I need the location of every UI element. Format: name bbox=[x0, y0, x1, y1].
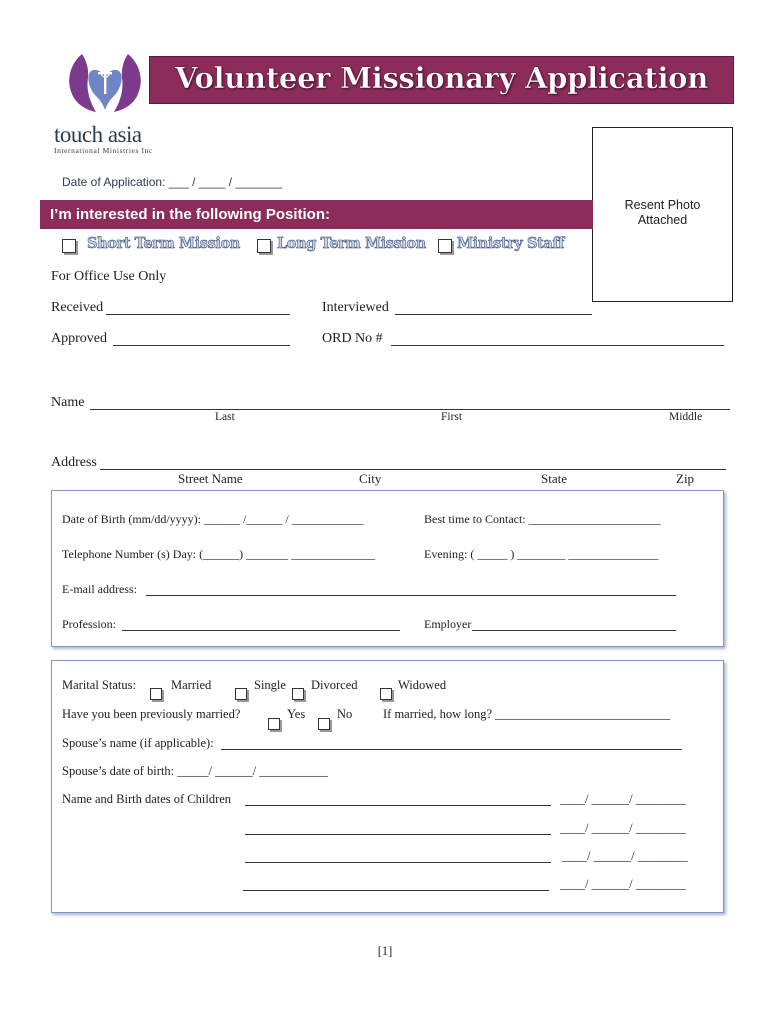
employer-label: Employer bbox=[424, 617, 472, 631]
page-number: [1] bbox=[377, 944, 393, 958]
child-date-field-2[interactable]: ____/ ______/ ________ bbox=[560, 821, 686, 835]
photo-box[interactable] bbox=[592, 127, 733, 302]
spouse-name-field[interactable] bbox=[221, 749, 682, 750]
spouse-name-label: Spouse’s name (if applicable): bbox=[62, 736, 214, 750]
married-label: Married bbox=[171, 678, 212, 692]
short-term-mission-checkbox[interactable] bbox=[62, 239, 76, 253]
telephone-field[interactable]: Telephone Number (s) Day: (______) _______ ______________ bbox=[62, 547, 376, 561]
child-date-field-3[interactable]: ____/ ______/ ________ bbox=[562, 849, 688, 863]
profession-field[interactable] bbox=[122, 630, 400, 631]
logo-name: touch asia bbox=[54, 122, 142, 147]
office-use-heading: For Office Use Only bbox=[51, 269, 167, 284]
logo-subtitle: International Ministries Inc bbox=[54, 146, 153, 155]
email-label: E-mail address: bbox=[62, 582, 137, 596]
position-heading-bar bbox=[40, 200, 593, 229]
child-date-field-4[interactable]: ____/ ______/ ________ bbox=[560, 877, 686, 891]
long-term-mission-checkbox[interactable] bbox=[257, 239, 271, 253]
address-street-caption: Street Name bbox=[178, 471, 243, 486]
name-field[interactable] bbox=[90, 409, 730, 410]
ord-no-field[interactable] bbox=[391, 345, 724, 346]
widowed-checkbox[interactable] bbox=[380, 688, 392, 700]
ministry-staff-checkbox[interactable] bbox=[438, 239, 452, 253]
profession-label: Profession: bbox=[62, 617, 116, 631]
name-label: Name bbox=[51, 395, 85, 410]
child-date-field-1[interactable]: ____/ ______/ ________ bbox=[560, 792, 686, 806]
no-label: No bbox=[337, 707, 353, 721]
spouse-dob-field[interactable]: Spouse’s date of birth: _____/ ______/ ___________ bbox=[62, 764, 328, 778]
photo-caption-line-2: Attached bbox=[637, 213, 688, 227]
child-name-field-1[interactable] bbox=[245, 805, 551, 806]
page-title: Volunteer Missionary Application bbox=[174, 61, 709, 95]
date-of-birth-field[interactable]: Date of Birth (mm/dd/yyyy): ______ /______ / ____________ bbox=[62, 512, 364, 526]
email-field[interactable] bbox=[146, 595, 676, 596]
married-checkbox[interactable] bbox=[150, 688, 162, 700]
children-label: Name and Birth dates of Children bbox=[62, 792, 232, 806]
address-state-caption: State bbox=[541, 471, 567, 486]
logo bbox=[60, 50, 150, 128]
previously-married-no-checkbox[interactable] bbox=[318, 718, 330, 730]
single-checkbox[interactable] bbox=[235, 688, 247, 700]
yes-label: Yes bbox=[287, 707, 306, 721]
ministry-staff-label: Ministry Staff bbox=[457, 235, 565, 252]
name-first-caption: First bbox=[441, 411, 463, 423]
approved-field[interactable] bbox=[113, 345, 290, 346]
divorced-label: Divorced bbox=[311, 678, 358, 692]
child-name-field-2[interactable] bbox=[245, 834, 551, 835]
photo-caption-line-1: Resent Photo bbox=[624, 198, 701, 212]
interviewed-label: Interviewed bbox=[322, 300, 389, 315]
address-label: Address bbox=[51, 455, 97, 470]
title-banner bbox=[149, 56, 734, 104]
date-of-application-blank[interactable]: ___ / ____ / _______ bbox=[168, 175, 283, 189]
married-how-long-field[interactable]: If married, how long? ____________________________ bbox=[383, 707, 671, 721]
logo-hands-icon bbox=[60, 50, 150, 128]
previously-married-yes-checkbox[interactable] bbox=[268, 718, 280, 730]
long-term-mission-label: Long Term Mission bbox=[277, 235, 426, 252]
best-time-field[interactable]: Best time to Contact: ______________________ bbox=[424, 512, 661, 526]
received-field[interactable] bbox=[106, 314, 290, 315]
name-middle-caption: Middle bbox=[669, 411, 703, 423]
short-term-mission-label: Short Term Mission bbox=[87, 235, 240, 252]
previously-married-label: Have you been previously married? bbox=[62, 707, 241, 721]
divorced-checkbox[interactable] bbox=[292, 688, 304, 700]
approved-label: Approved bbox=[51, 331, 107, 346]
date-of-application-label: Date of Application: bbox=[62, 175, 166, 189]
child-name-field-3[interactable] bbox=[245, 862, 551, 863]
child-name-field-4[interactable] bbox=[243, 890, 549, 891]
address-field[interactable] bbox=[100, 469, 726, 470]
position-heading: I’m interested in the following Position: bbox=[50, 206, 331, 223]
ord-no-label: ORD No # bbox=[322, 331, 383, 346]
widowed-label: Widowed bbox=[398, 678, 447, 692]
received-label: Received bbox=[51, 300, 104, 315]
marital-status-label: Marital Status: bbox=[62, 678, 136, 692]
name-last-caption: Last bbox=[215, 411, 235, 423]
date-of-application[interactable] bbox=[62, 175, 282, 189]
address-city-caption: City bbox=[359, 471, 382, 486]
employer-field[interactable] bbox=[472, 630, 676, 631]
single-label: Single bbox=[254, 678, 286, 692]
evening-phone-field[interactable]: Evening: ( _____ ) ________ _______________ bbox=[424, 547, 659, 561]
address-zip-caption: Zip bbox=[676, 471, 695, 486]
photo-caption bbox=[593, 198, 732, 228]
interviewed-field[interactable] bbox=[395, 314, 592, 315]
